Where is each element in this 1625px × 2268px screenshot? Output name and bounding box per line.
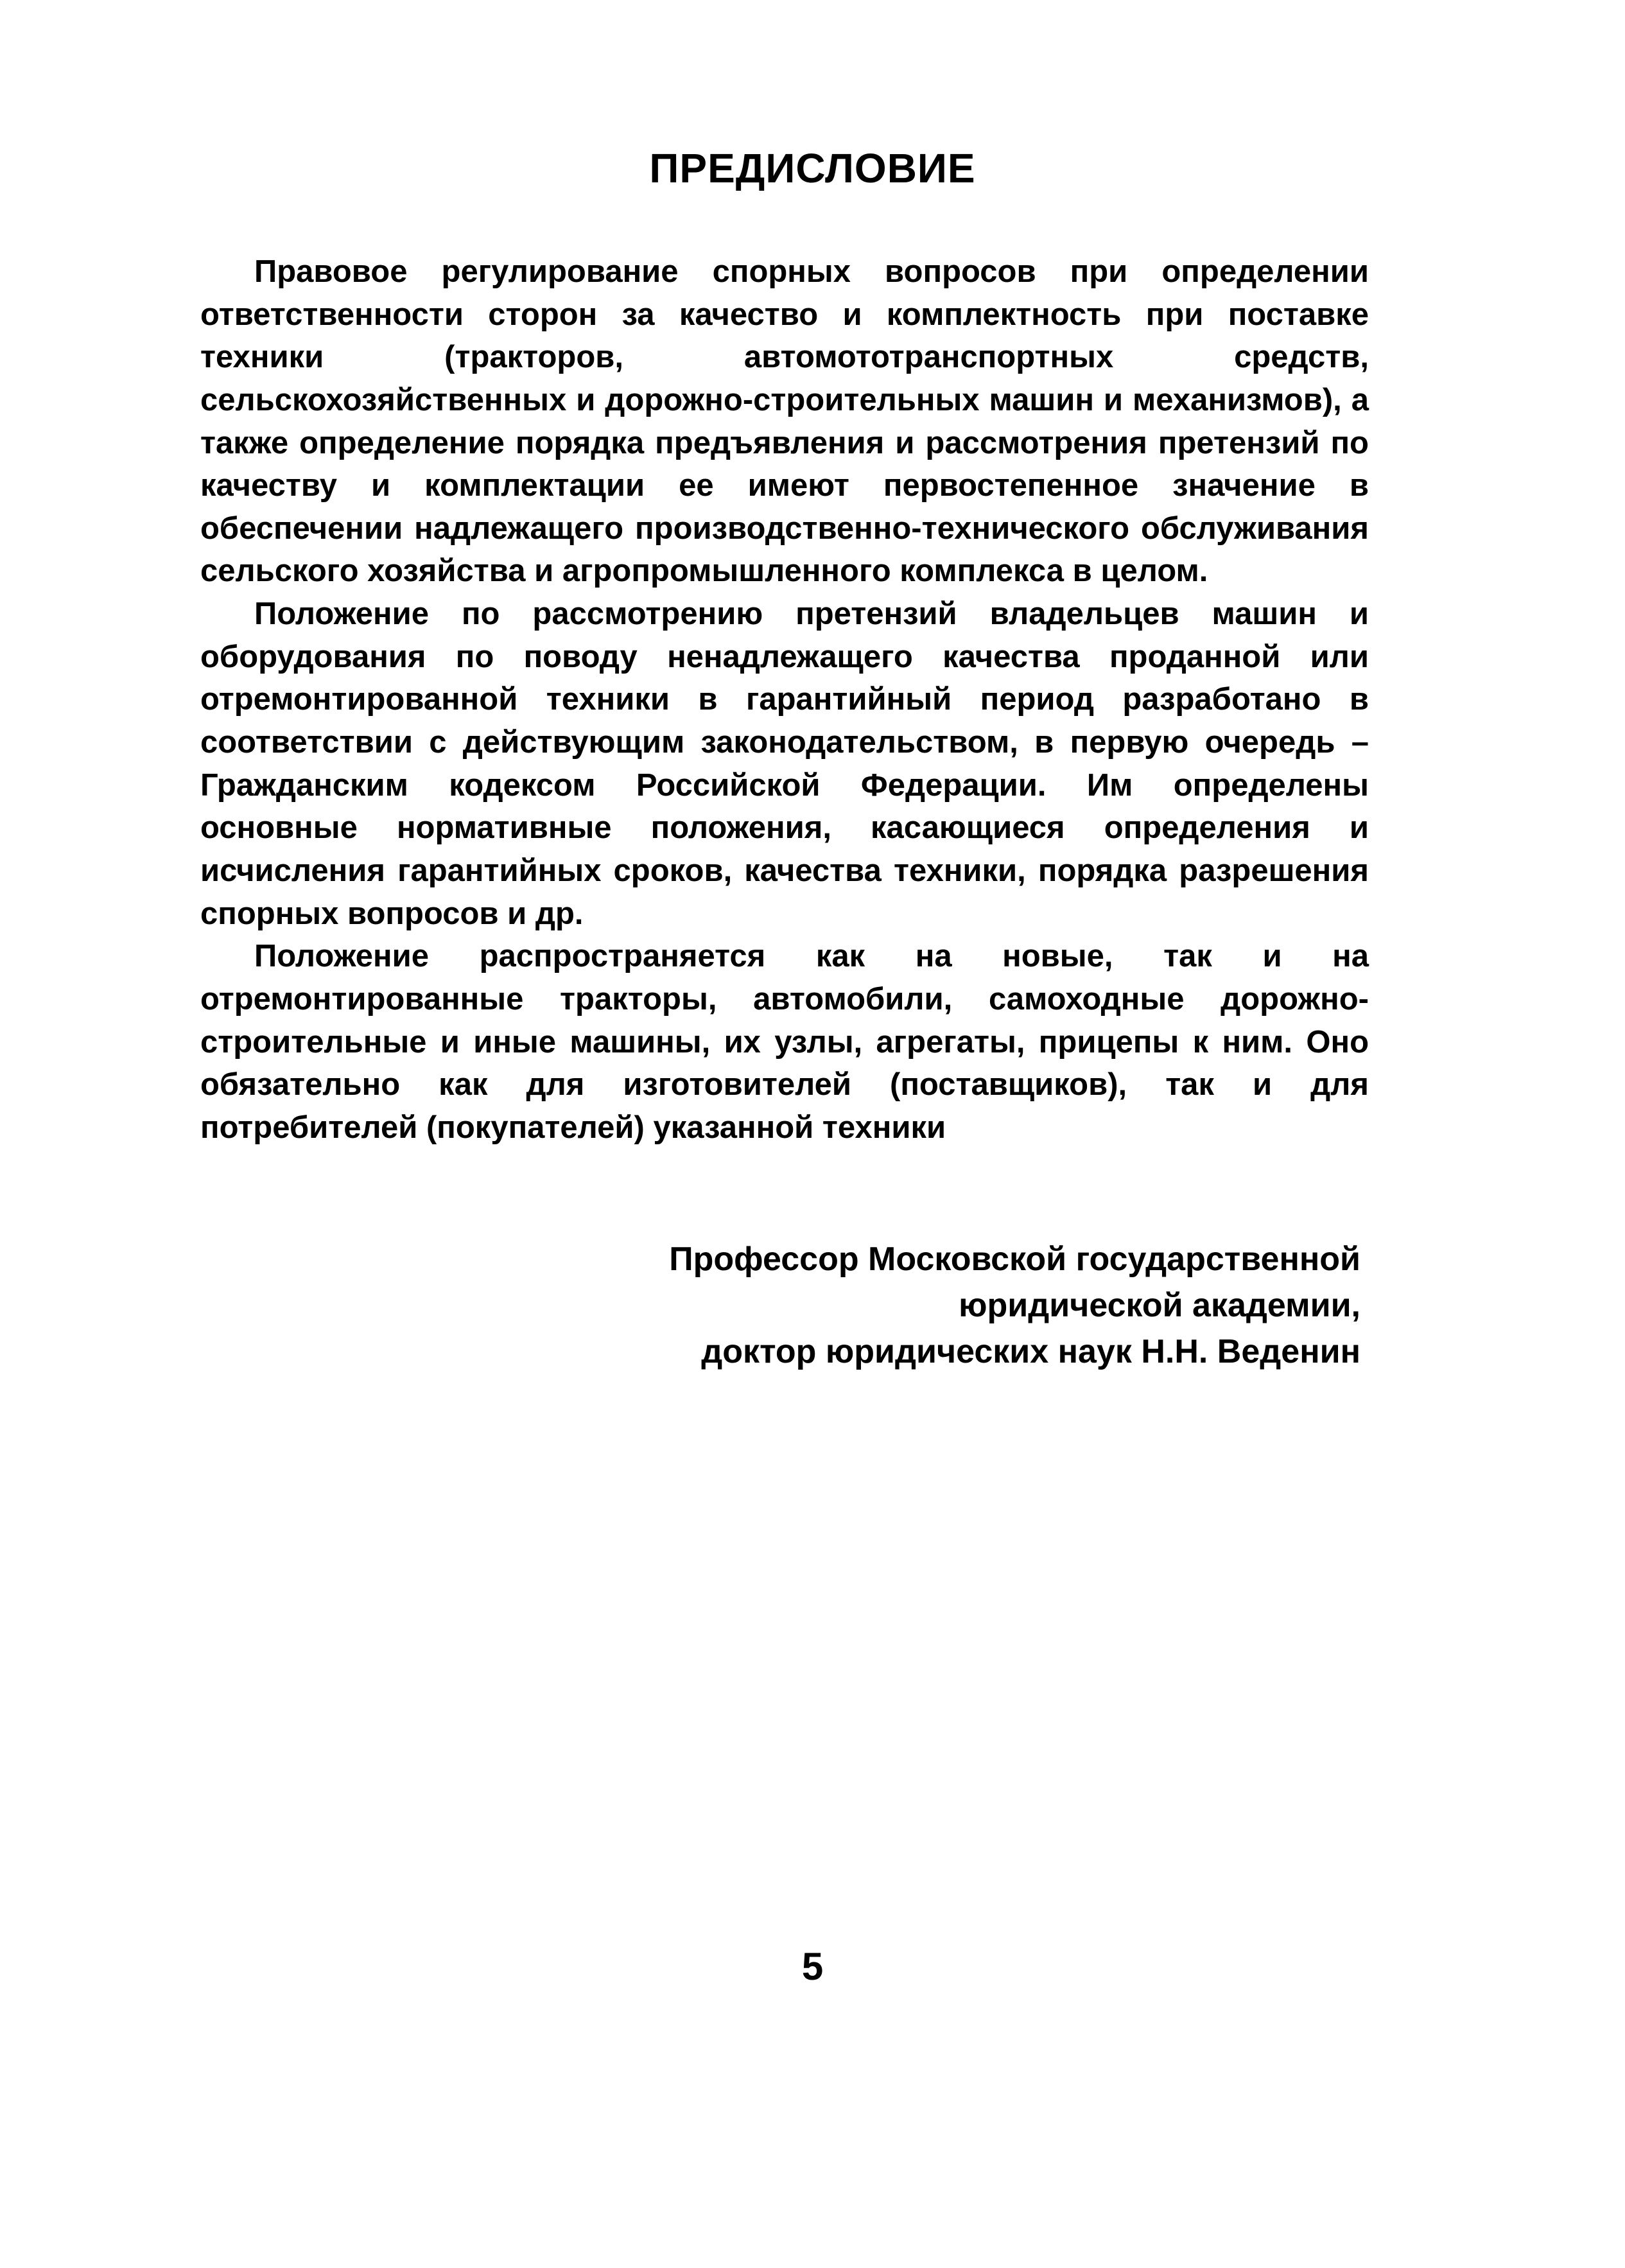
signature-degree: доктор юридических наук [701,1333,1142,1370]
signature-block [669,1236,1360,1375]
paragraph-3: Положение распространяется как на новые, так и на отремонтированные тракторы, автомобили, самоходные дорожно-строительные и иные машины, их узлы, агрегаты, прицепы к ним. Оно обязательно как для изготовителей (поставщиков), так и для потребителей (покупателей) указанной техники [200,939,1369,1145]
paragraph-2: Положение по рассмотрению претензий владельцев машин и оборудования по поводу ненадлежащего качества проданной или отремонтированной техники в гарантийный период разработано в соответствии с действующим законодательством, в первую очередь – Гражданским кодексом Российской Федерации. Им определены основные нормативные положения, касающиеся определения и исчисления гарантийных сроков, качества техники, порядка разрешения спорных вопросов и др. [200,597,1369,931]
body-text [200,250,1369,1149]
signature-line-1: Профессор Московской государственной [669,1241,1360,1278]
signature-line-3 [669,1329,1360,1375]
page-number: 5 [801,1945,824,1988]
page-title: ПРЕДИСЛОВИЕ [649,145,976,191]
signature-line-2: юридической академии, [959,1287,1360,1324]
signature-author-name: Н.Н. Веденин [1141,1333,1360,1370]
paragraph-1: Правовое регулирование спорных вопросов при определении ответственности сторон за качество и комплектность при поставке техники (тракторов, автомототранспортных средств, сельскохозяйственных и дорожно-строительных машин и механизмов), а также определение порядка предъявления и рассмотрения претензий по качеству и комплектации ее имеют первостепенное значение в обеспечении надлежащего производственно-технического обслуживания сельского хозяйства и агропромышленного комплекса в целом. [200,254,1369,589]
